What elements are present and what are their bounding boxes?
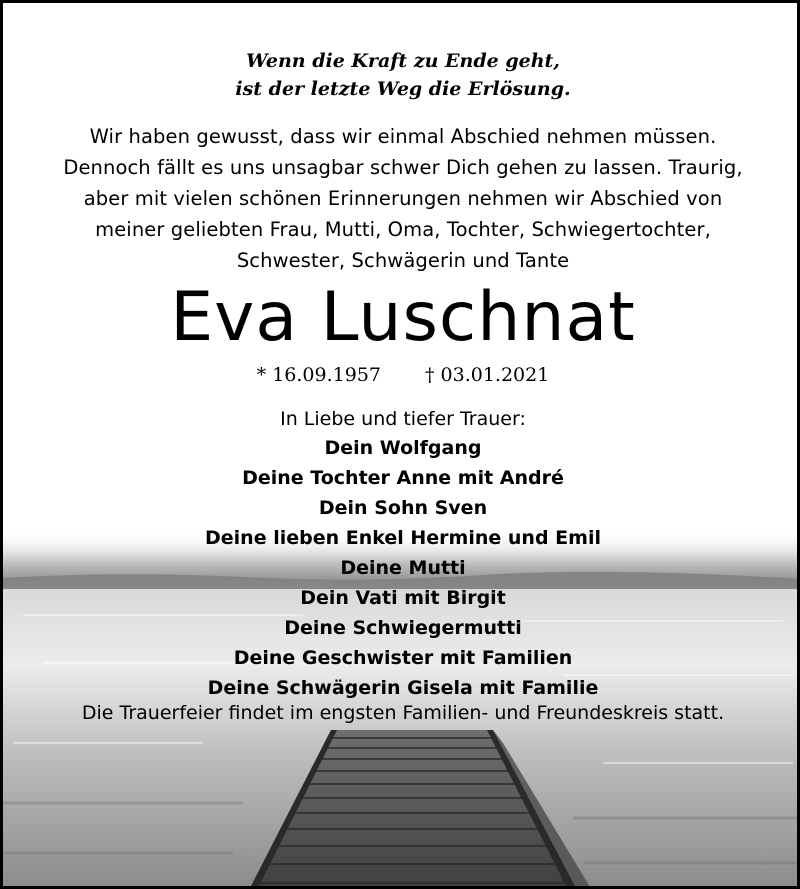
intro-line: Wir haben gewusst, dass wir einmal Abschied nehmen müssen.	[89, 125, 717, 148]
mourner-item: Dein Vati mit Birgit	[300, 587, 506, 609]
mourner-item: Deine Schwiegermutti	[284, 617, 522, 639]
deceased-name: Eva Luschnat	[170, 278, 636, 357]
funeral-note: Die Trauerfeier findet im engsten Familien- und Freundeskreis statt.	[81, 702, 725, 724]
mourner-item: Deine lieben Enkel Hermine und Emil	[205, 527, 601, 549]
mourner-item: Deine Tochter Anne mit André	[242, 467, 564, 489]
motto	[3, 47, 800, 103]
mourner-item: Dein Wolfgang	[324, 437, 482, 459]
birth-date: * 16.09.1957	[256, 364, 381, 386]
intro-line: Dennoch fällt es uns unsagbar schwer Dich gehen zu lassen. Traurig,	[63, 156, 743, 179]
mourner-item: Deine Mutti	[340, 557, 466, 579]
motto-line: ist der letzte Weg die Erlösung.	[235, 78, 571, 100]
intro-line: meiner geliebten Frau, Mutti, Oma, Tochter, Schwiegertochter,	[95, 218, 711, 241]
life-dates	[3, 360, 800, 390]
intro-text	[3, 121, 800, 276]
intro-line: Schwester, Schwägerin und Tante	[236, 249, 570, 272]
death-date: † 03.01.2021	[425, 364, 550, 386]
intro-line: aber mit vielen schönen Erinnerungen nehmen wir Abschied von	[83, 187, 723, 210]
mourner-item: Deine Schwägerin Gisela mit Familie	[207, 677, 599, 699]
mourner-item: Deine Geschwister mit Familien	[233, 647, 573, 669]
mourners-list	[3, 433, 800, 703]
motto-line: Wenn die Kraft zu Ende geht,	[246, 50, 560, 72]
mourner-item: Dein Sohn Sven	[318, 497, 488, 519]
mourners-intro: In Liebe und tiefer Trauer:	[280, 408, 526, 430]
